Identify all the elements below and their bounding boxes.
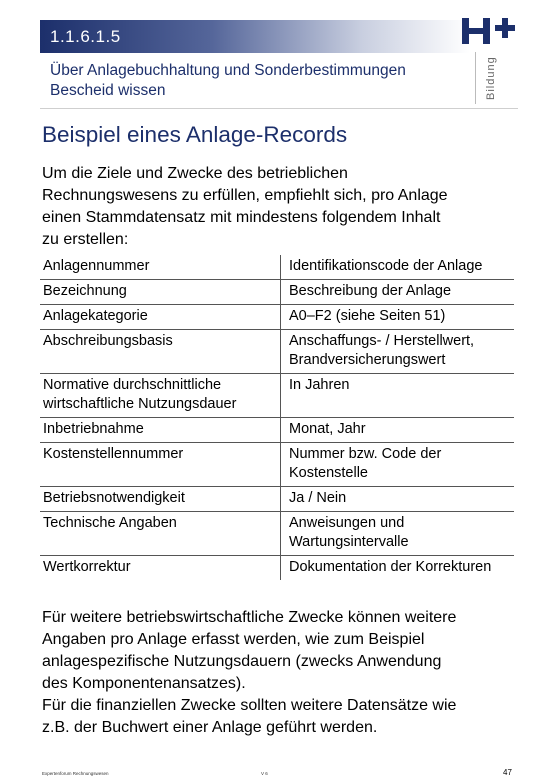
- subtitle-line: Über Anlagebuchhaltung und Sonderbestimmungen: [50, 62, 406, 79]
- outro-line: des Komponentenansatzes).: [42, 675, 246, 692]
- row-value: A0–F2 (siehe Seiten 51): [281, 305, 515, 330]
- row-value: Ja / Nein: [281, 487, 515, 512]
- footer-version: V 6: [261, 771, 268, 776]
- outro-line: z.B. der Buchwert einer Anlage geführt werden.: [42, 719, 378, 736]
- row-value: Identifikationscode der Anlage: [281, 255, 515, 280]
- row-value: [281, 512, 515, 556]
- key-line: Normative durchschnittliche: [43, 377, 222, 393]
- row-value: [281, 443, 515, 487]
- table-row: [40, 556, 514, 581]
- hplus-logo: [460, 16, 520, 46]
- value-line: Anschaffungs- / Herstellwert,: [289, 333, 475, 349]
- value-line: Brandversicherungswert: [289, 352, 446, 368]
- header-divider: [475, 52, 476, 104]
- table-row: [40, 512, 514, 556]
- row-key: Technische Angaben: [40, 512, 281, 556]
- table-row: [40, 280, 514, 305]
- value-line: Kostenstelle: [289, 465, 368, 481]
- table-row: [40, 487, 514, 512]
- page-number: 47: [503, 768, 512, 777]
- section-number: 1.1.6.1.5: [50, 27, 121, 46]
- intro-line: zu erstellen:: [42, 231, 129, 248]
- page-title: Beispiel eines Anlage-Records: [42, 122, 348, 147]
- subtitle-line: Bescheid wissen: [50, 82, 166, 99]
- table-row: [40, 418, 514, 443]
- table-row: [40, 330, 514, 374]
- outro-line: Angaben pro Anlage erfasst werden, wie zum Beispiel: [42, 631, 425, 648]
- table-row: [40, 374, 514, 418]
- row-key: Betriebsnotwendigkeit: [40, 487, 281, 512]
- row-key: Inbetriebnahme: [40, 418, 281, 443]
- value-line: Wartungsintervalle: [289, 534, 409, 550]
- row-key: Wertkorrektur: [40, 556, 281, 581]
- table-row: [40, 305, 514, 330]
- outro-line: Für weitere betriebswirtschaftliche Zwecke können weitere: [42, 609, 457, 626]
- intro-line: Rechnungswesens zu erfüllen, empfiehlt sich, pro Anlage: [42, 187, 448, 204]
- header-rule: [40, 108, 518, 109]
- row-key: [40, 374, 281, 418]
- page-subtitle: [50, 61, 480, 101]
- side-label: Bildung: [485, 56, 497, 100]
- table-row: [40, 255, 514, 280]
- value-line: Anweisungen und: [289, 515, 405, 531]
- value-line: Nummer bzw. Code der: [289, 446, 442, 462]
- row-key: Anlagekategorie: [40, 305, 281, 330]
- row-key: Bezeichnung: [40, 280, 281, 305]
- record-table: [40, 255, 514, 580]
- footer-source: Expertenforum Rechnungswesen: [42, 771, 109, 776]
- intro-paragraph: [42, 163, 522, 251]
- row-value: Dokumentation der Korrekturen: [289, 559, 492, 575]
- outro-line: Für die finanziellen Zwecke sollten weitere Datensätze wie: [42, 697, 457, 714]
- row-key: Kostenstellennummer: [40, 443, 281, 487]
- row-key: Anlagennummer: [40, 255, 281, 280]
- intro-line: einen Stammdatensatz mit mindestens folgendem Inhalt: [42, 209, 441, 226]
- intro-line: Um die Ziele und Zwecke des betrieblichen: [42, 165, 348, 182]
- key-line: wirtschaftliche Nutzungsdauer: [43, 396, 237, 412]
- row-key: Abschreibungsbasis: [40, 330, 281, 374]
- row-value: [281, 330, 515, 374]
- outro-line: anlagespezifische Nutzungsdauern (zwecks Anwendung: [42, 653, 442, 670]
- outro-paragraph: [42, 607, 522, 739]
- table-row: [40, 443, 514, 487]
- row-value: Beschreibung der Anlage: [281, 280, 515, 305]
- row-value: In Jahren: [281, 374, 515, 418]
- row-value: Monat, Jahr: [281, 418, 515, 443]
